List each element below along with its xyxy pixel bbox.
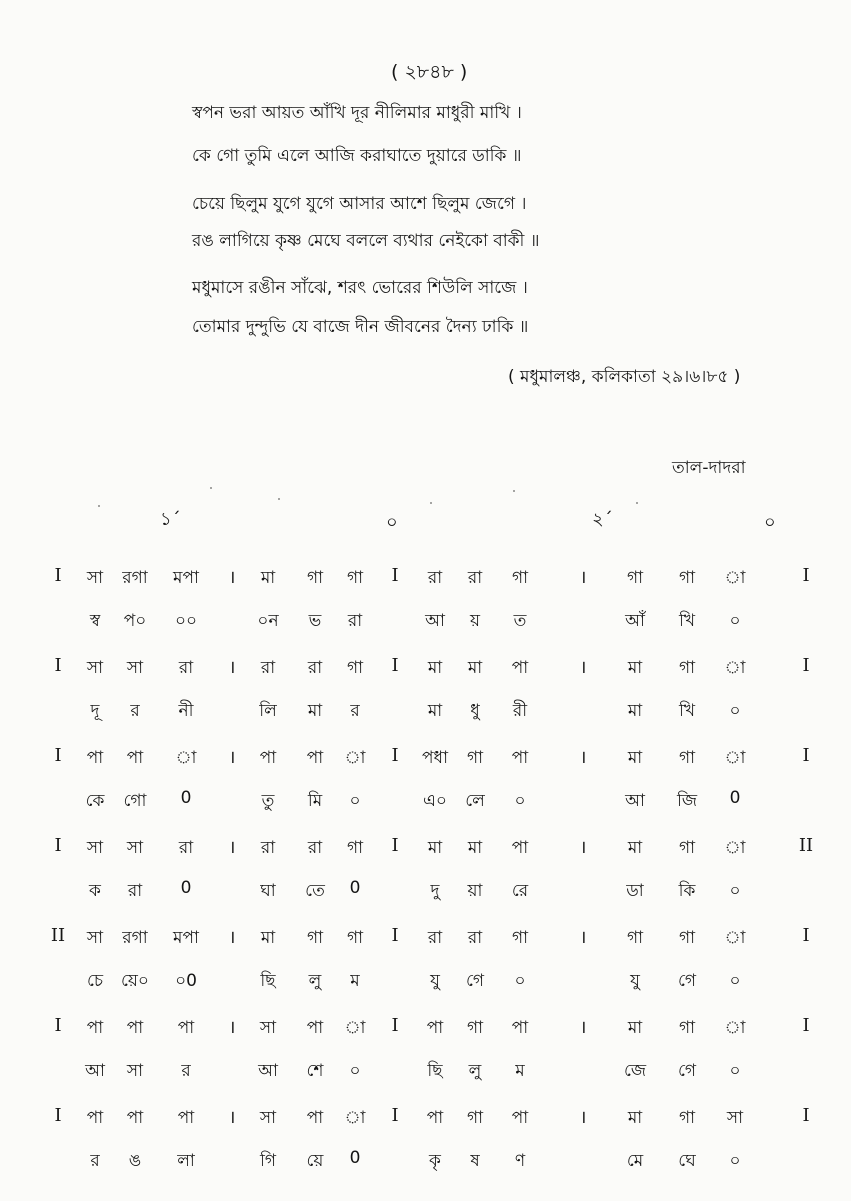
swara-note: রা xyxy=(307,658,323,678)
swara-note: মা xyxy=(260,928,276,948)
lyric-syllable: রী xyxy=(512,701,528,721)
lyric-syllable: স্ব xyxy=(89,611,101,631)
swara-note: া xyxy=(344,748,366,768)
lyric-syllable: গো xyxy=(123,791,147,811)
bar-line: I xyxy=(391,1015,399,1036)
swara-note: সা xyxy=(726,1108,744,1128)
lyric-syllable: খি xyxy=(678,611,696,631)
lyric-syllable: র xyxy=(181,1061,191,1081)
song-number: ( ২৮৪৮ ) xyxy=(391,61,468,83)
lyric-syllable: 0 xyxy=(180,878,192,898)
bar-line: I xyxy=(802,745,810,766)
swara-note: গা xyxy=(678,748,696,768)
swara-note: সা xyxy=(86,838,104,858)
lyric-syllable: মা xyxy=(627,701,643,721)
swara-note: রা xyxy=(427,568,443,588)
bar-line: I xyxy=(802,1015,810,1036)
swara-note: পা xyxy=(177,1108,195,1128)
bar-line: I xyxy=(802,925,810,946)
swara-note: রা xyxy=(260,838,276,858)
lyric-syllable: ত xyxy=(513,611,527,631)
swara-note: মপা xyxy=(173,928,199,948)
swara-note: গা xyxy=(346,928,364,948)
beat-mark: ০ xyxy=(386,512,398,533)
swara-note: গা xyxy=(626,568,644,588)
swara-note: পা xyxy=(511,838,529,858)
bar-line: I xyxy=(391,925,399,946)
lyric-syllable: মা xyxy=(307,701,323,721)
lyric-syllable: ০ন xyxy=(257,611,279,631)
bar-line: I xyxy=(54,655,62,676)
swara-note: মা xyxy=(627,658,643,678)
swara-note: মা xyxy=(427,658,443,678)
swara-note: পা xyxy=(86,1018,104,1038)
swara-note: মা xyxy=(427,838,443,858)
bar-line: । xyxy=(579,567,587,588)
swara-note: গা xyxy=(306,928,324,948)
swara-note: া xyxy=(724,928,746,948)
swara-note: পা xyxy=(126,748,144,768)
swara-note: পা xyxy=(306,1108,324,1128)
lyric-line: স্বপন ভরা আয়ত আঁখি দূর নীলিমার মাধুরী মাখি । xyxy=(192,103,522,123)
swara-note: পা xyxy=(126,1018,144,1038)
lyric-syllable: ০০ xyxy=(174,611,198,631)
lyric-syllable: ০ xyxy=(349,1061,361,1081)
lyric-syllable: নী xyxy=(178,701,194,721)
swara-note: গা xyxy=(678,658,696,678)
swara-note: া xyxy=(344,1018,366,1038)
bar-line: I xyxy=(802,1105,810,1126)
swara-note: া xyxy=(724,568,746,588)
swara-note: া xyxy=(724,748,746,768)
bar-line: । xyxy=(228,1017,236,1038)
swara-note: পা xyxy=(306,1018,324,1038)
lyric-syllable: র xyxy=(350,701,360,721)
lyric-syllable: রা xyxy=(347,611,363,631)
lyric-syllable: তে xyxy=(305,881,325,901)
swara-note: গা xyxy=(346,658,364,678)
bar-line: । xyxy=(228,747,236,768)
lyric-syllable: তু xyxy=(261,791,275,811)
swara-note: সা xyxy=(259,1108,277,1128)
bar-line: । xyxy=(579,927,587,948)
swara-note: পা xyxy=(259,748,277,768)
lyric-syllable: 0 xyxy=(180,788,192,808)
lyric-syllable: রে xyxy=(511,881,529,901)
swara-note: পা xyxy=(126,1108,144,1128)
lyric-syllable: য়ে০ xyxy=(121,971,149,991)
swara-note: সা xyxy=(86,658,104,678)
swara-note: পা xyxy=(511,1108,529,1128)
lyric-syllable: 0 xyxy=(349,1148,361,1168)
swara-note: পা xyxy=(511,748,529,768)
beat-mark: ১´ xyxy=(160,509,181,530)
swara-note: গা xyxy=(678,568,696,588)
bar-line: I xyxy=(54,745,62,766)
lyric-syllable: ছি xyxy=(260,971,276,991)
composition-credit: ( মধুমালঞ্চ, কলিকাতা ২৯।৬।৮৫ ) xyxy=(508,367,741,387)
swara-note: রা xyxy=(427,928,443,948)
lyric-syllable: ম xyxy=(515,1061,525,1081)
lyric-syllable: ধু xyxy=(470,701,480,721)
lyric-syllable: 0 xyxy=(349,878,361,898)
swara-note: সা xyxy=(86,928,104,948)
lyric-syllable: দূ xyxy=(90,701,100,721)
lyric-syllable: য় xyxy=(469,611,481,631)
swara-note: মপা xyxy=(173,568,199,588)
lyric-syllable: সা xyxy=(126,1061,144,1081)
lyric-syllable: ০ xyxy=(729,611,741,631)
swara-note: পা xyxy=(86,748,104,768)
lyric-syllable: ডা xyxy=(626,881,644,901)
lyric-syllable: লা xyxy=(177,1151,195,1171)
lyric-syllable: কে xyxy=(85,791,105,811)
swara-note: রা xyxy=(178,838,194,858)
swara-note: গা xyxy=(678,1018,696,1038)
lyric-syllable: ঘা xyxy=(260,881,276,901)
lyric-syllable: ০ xyxy=(514,971,526,991)
bar-line: । xyxy=(579,747,587,768)
lyric-syllable: খি xyxy=(678,701,696,721)
bar-line: । xyxy=(228,567,236,588)
swara-note: পা xyxy=(511,658,529,678)
lyric-syllable: লি xyxy=(259,701,277,721)
lyric-syllable: দু xyxy=(430,881,440,901)
lyric-syllable: ০ xyxy=(514,791,526,811)
swara-note: পা xyxy=(86,1108,104,1128)
swara-note: সা xyxy=(126,838,144,858)
lyric-syllable: মি xyxy=(307,791,323,811)
lyric-syllable: র xyxy=(90,1151,100,1171)
lyric-syllable: য়ে xyxy=(306,1151,324,1171)
swara-note: া xyxy=(724,658,746,678)
lyric-line: মধুমাসে রঙীন সাঁঝে, শরৎ ভোরের শিউলি সাজে । xyxy=(192,278,528,298)
bar-line: । xyxy=(228,657,236,678)
swara-note: রা xyxy=(178,658,194,678)
lyric-syllable: ষ xyxy=(470,1151,480,1171)
bar-line: । xyxy=(579,837,587,858)
lyric-syllable: আ xyxy=(425,611,445,631)
swara-note: সা xyxy=(86,568,104,588)
bar-line: I xyxy=(391,745,399,766)
lyric-syllable: কৃ xyxy=(429,1151,441,1171)
lyric-line: তোমার দুন্দুভি যে বাজে দীন জীবনের দৈন্য ঢাকি ॥ xyxy=(192,317,529,337)
lyric-syllable: চে xyxy=(86,971,104,991)
swara-note: পা xyxy=(426,1108,444,1128)
lyric-syllable: যু xyxy=(630,971,640,991)
bar-line: I xyxy=(802,565,810,586)
lyric-syllable: ভ xyxy=(308,611,322,631)
lyric-line: চেয়ে ছিলুম যুগে যুগে আসার আশে ছিলুম জেগে । xyxy=(192,194,527,214)
swara-note: পা xyxy=(511,1018,529,1038)
lyric-syllable: ক xyxy=(89,881,101,901)
lyric-syllable: গে xyxy=(677,1061,697,1081)
beat-mark: ২´ xyxy=(592,509,613,530)
swara-note: গা xyxy=(466,748,484,768)
lyric-syllable: ০ xyxy=(729,881,741,901)
swara-note: মা xyxy=(260,568,276,588)
bar-line: । xyxy=(579,1107,587,1128)
bar-line: II xyxy=(50,925,66,946)
lyric-line: রঙ লাগিয়ে কৃষ্ণ মেঘে বললে ব্যথার নেইকো বাকী ॥ xyxy=(192,231,540,251)
swara-note: রা xyxy=(307,838,323,858)
bar-line: । xyxy=(579,657,587,678)
lyric-syllable: ণ xyxy=(514,1151,526,1171)
lyric-line: কে গো তুমি এলে আজি করাঘাতে দুয়ারে ডাকি ॥ xyxy=(192,146,522,166)
bar-line: । xyxy=(228,927,236,948)
swara-note: গা xyxy=(626,928,644,948)
beat-mark: ০ xyxy=(764,512,776,533)
bar-line: I xyxy=(54,1015,62,1036)
swara-note: রা xyxy=(467,568,483,588)
lyric-syllable: ম xyxy=(350,971,360,991)
lyric-syllable: মা xyxy=(427,701,443,721)
bar-line: I xyxy=(391,835,399,856)
swara-note: পা xyxy=(177,1018,195,1038)
swara-note: গা xyxy=(678,928,696,948)
swara-note: রগা xyxy=(122,568,148,588)
swara-note: মা xyxy=(467,658,483,678)
swara-note: গা xyxy=(511,928,529,948)
bar-line: I xyxy=(54,1105,62,1126)
swara-note: মা xyxy=(627,1018,643,1038)
lyric-syllable: ০ xyxy=(729,701,741,721)
lyric-syllable: 0 xyxy=(729,788,741,808)
swara-note: া xyxy=(724,1018,746,1038)
lyric-syllable: লু xyxy=(468,1061,482,1081)
swara-note: গা xyxy=(346,838,364,858)
lyric-syllable: আ xyxy=(85,1061,105,1081)
lyric-syllable: গে xyxy=(465,971,485,991)
lyric-syllable: শে xyxy=(306,1061,324,1081)
bar-line: I xyxy=(391,1105,399,1126)
swara-note: গা xyxy=(466,1108,484,1128)
lyric-syllable: ঘে xyxy=(678,1151,696,1171)
swara-note: গা xyxy=(678,838,696,858)
lyric-syllable: ০0 xyxy=(175,971,197,991)
lyric-syllable: র xyxy=(130,701,140,721)
bar-line: II xyxy=(798,835,814,856)
swara-note: গা xyxy=(678,1108,696,1128)
bar-line: I xyxy=(802,655,810,676)
lyric-syllable: ০ xyxy=(729,1061,741,1081)
swara-note: রা xyxy=(467,928,483,948)
swara-note: রা xyxy=(260,658,276,678)
lyric-syllable: ঙ xyxy=(128,1151,142,1171)
bar-line: । xyxy=(228,837,236,858)
bar-line: । xyxy=(228,1107,236,1128)
swara-note: সা xyxy=(126,658,144,678)
lyric-syllable: এ০ xyxy=(423,791,447,811)
swara-note: া xyxy=(724,838,746,858)
lyric-syllable: ০ xyxy=(349,791,361,811)
lyric-syllable: আঁ xyxy=(625,611,645,631)
lyric-syllable: জি xyxy=(676,791,698,811)
swara-note: গা xyxy=(511,568,529,588)
swara-note: গা xyxy=(346,568,364,588)
lyric-syllable: কি xyxy=(678,881,696,901)
lyric-syllable: য়া xyxy=(467,881,483,901)
bar-line: I xyxy=(54,835,62,856)
swara-note: া xyxy=(344,1108,366,1128)
bar-line: । xyxy=(579,1017,587,1038)
swara-note: মা xyxy=(627,838,643,858)
swara-note: পা xyxy=(426,1018,444,1038)
swara-note: গা xyxy=(306,568,324,588)
lyric-syllable: মে xyxy=(626,1151,644,1171)
lyric-syllable: জে xyxy=(623,1061,647,1081)
lyric-syllable: গে xyxy=(677,971,697,991)
lyric-syllable: যু xyxy=(430,971,440,991)
bar-line: I xyxy=(391,655,399,676)
lyric-syllable: গি xyxy=(259,1151,277,1171)
lyric-syllable: রা xyxy=(127,881,143,901)
lyric-syllable: আ xyxy=(625,791,645,811)
bar-line: I xyxy=(54,565,62,586)
swara-note: পা xyxy=(306,748,324,768)
swara-note: া xyxy=(175,748,197,768)
swara-note: মা xyxy=(627,748,643,768)
lyric-syllable: প০ xyxy=(123,611,147,631)
lyric-syllable: ছি xyxy=(427,1061,443,1081)
swara-note: পধা xyxy=(422,748,448,768)
lyric-syllable: ০ xyxy=(729,1151,741,1171)
lyric-syllable: ০ xyxy=(729,971,741,991)
bar-line: I xyxy=(391,565,399,586)
swara-note: মা xyxy=(627,1108,643,1128)
lyric-syllable: আ xyxy=(258,1061,278,1081)
swara-note: মা xyxy=(467,838,483,858)
taal-label: তাল-দাদরা xyxy=(672,458,746,478)
swara-note: গা xyxy=(466,1018,484,1038)
lyric-syllable: লে xyxy=(465,791,485,811)
swara-note: রগা xyxy=(122,928,148,948)
lyric-syllable: লু xyxy=(308,971,322,991)
swara-note: সা xyxy=(259,1018,277,1038)
